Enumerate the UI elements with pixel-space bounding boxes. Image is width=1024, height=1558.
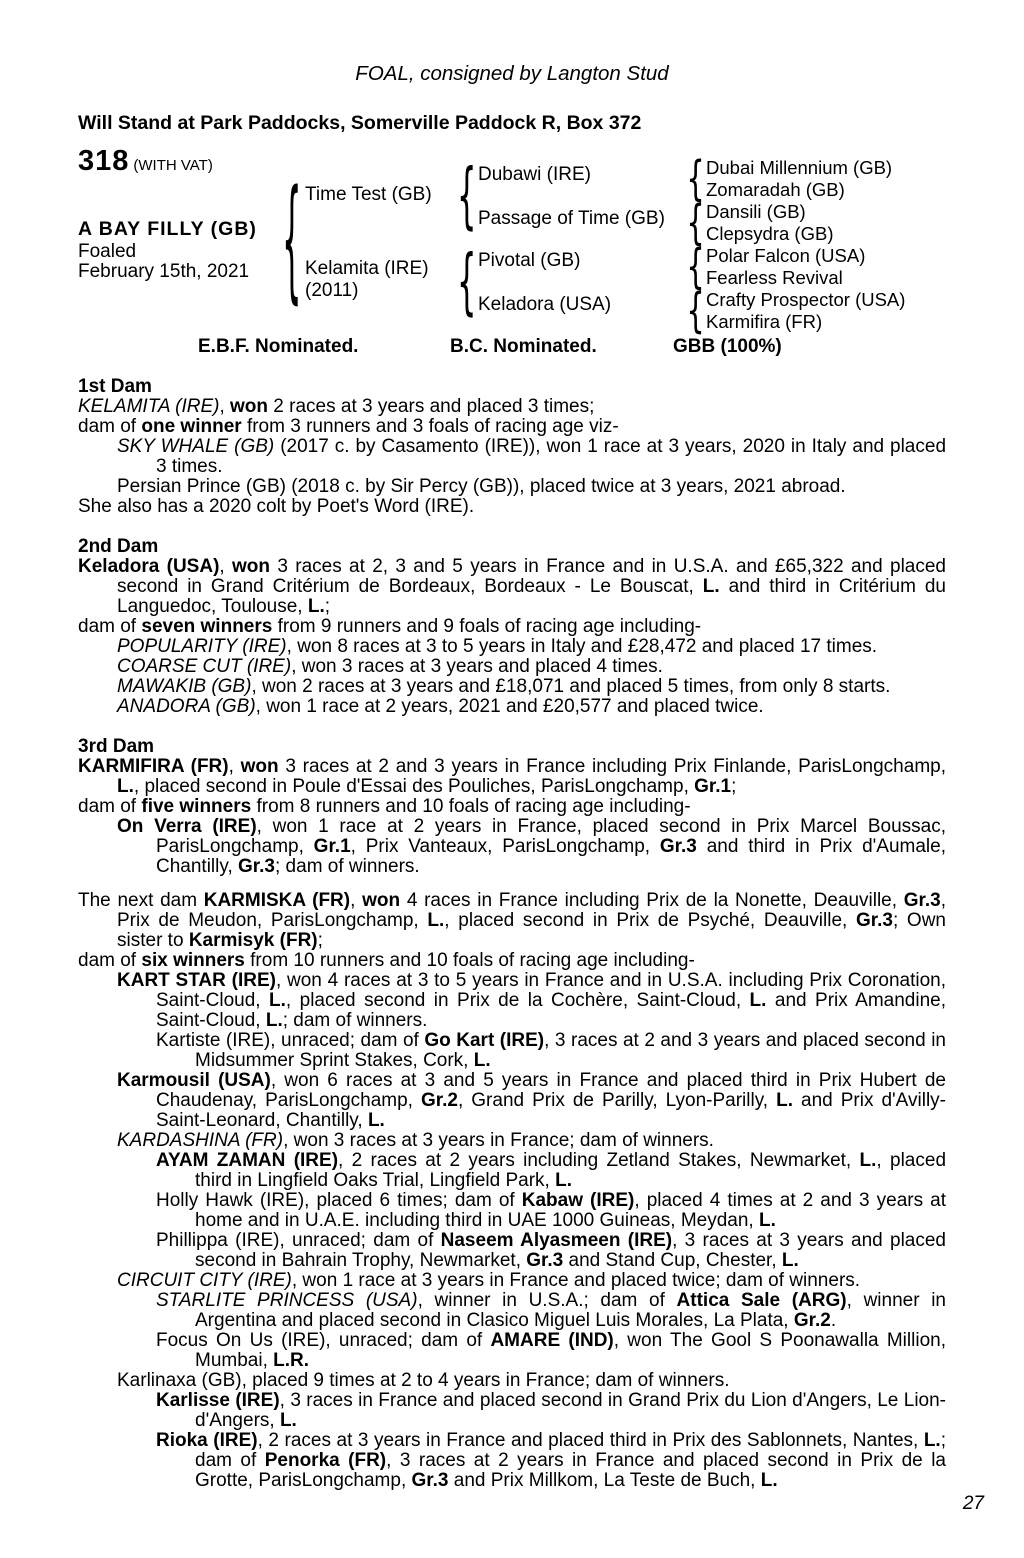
gen3-name-dansili: Dansili (GB) — [706, 201, 806, 222]
lot-number: 318 — [78, 145, 130, 177]
pedigree-block — [78, 147, 946, 337]
para-kartiste: Kartiste (IRE), unraced; dam of Go Kart (IRE), 3 races at 2 and 3 years and placed second in Midsummer Sprint Stakes, Cork, L. — [156, 1030, 947, 1071]
lot-line — [78, 145, 213, 177]
nominations-row — [78, 337, 946, 357]
stand-location-line: Will Stand at Park Paddocks, Somerville Paddock R, Box 372 — [78, 112, 642, 134]
gen2-name-dubawi: Dubawi (IRE) — [478, 164, 591, 185]
gen1-brace: { — [282, 166, 302, 318]
para-karmiska: The next dam KARMISKA (FR), won 4 races in France including Prix de la Nonette, Deauville, Gr.3, Prix de Meudon, ParisLongchamp, L., placed second in Prix de Psyché, Deauville, Gr.3; Own sister to Karmisyk (FR); — [78, 890, 946, 951]
para-ayam-zaman: AYAM ZAMAN (IRE), 2 races at 2 years including Zetland Stakes, Newmarket, L., placed third in Lingfield Oaks Trial, Lingfield Park, L. — [156, 1150, 947, 1191]
dam-year: (2011) — [305, 280, 359, 301]
para-kelamita: KELAMITA (IRE), won 2 races at 3 years and placed 3 times; — [78, 396, 595, 417]
gen3-brace-3: { — [686, 240, 705, 294]
para-dam-of-six-winners: dam of six winners from 10 runners and 10 foals of racing age including- — [78, 950, 695, 971]
gen3-name-polar-falcon: Polar Falcon (USA) — [706, 245, 866, 266]
horse-description: A BAY FILLY (GB) — [78, 218, 257, 240]
para-kardashina: KARDASHINA (FR), won 3 races at 3 years in France; dam of winners. — [117, 1130, 714, 1151]
para-focus-on-us: Focus On Us (IRE), unraced; dam of AMARE (IND), won The Gool S Poonawalla Million, Mumbai, L.R. — [156, 1330, 946, 1371]
gen3-brace-1: { — [686, 152, 705, 206]
para-dam-of-one-winner: dam of one winner from 3 runners and 3 foals of racing age viz- — [78, 416, 619, 437]
gen2-name-keladora: Keladora (USA) — [478, 294, 612, 315]
para-karlinaxa: Karlinaxa (GB), placed 9 times at 2 to 4 years in France; dam of winners. — [117, 1370, 730, 1391]
para-keladora: Keladora (USA), won 3 races at 2, 3 and 5 years in France and in U.S.A. and £65,322 and placed second in Grand Critérium de Bordeaux, Bordeaux - Le Bouscat, L. and third in Critérium du Languedoc, Toulouse, L.; — [78, 556, 946, 617]
gen2-name-passage-of-time: Passage of Time (GB) — [478, 208, 665, 229]
gen3-brace-4: { — [686, 284, 705, 338]
gen2-dam-brace: { — [457, 242, 477, 324]
para-holly-hawk: Holly Hawk (IRE), placed 6 times; dam of Kabaw (IRE), placed 4 times at 2 and 3 years at home and in U.A.E. including third in UAE 1000 Guineas, Meydan, L. — [156, 1190, 946, 1231]
heading-3rd-dam: 3rd Dam — [78, 736, 155, 757]
gen3-name-fearless-revival: Fearless Revival — [706, 267, 843, 288]
gen3-name-karmifira: Karmifira (FR) — [706, 311, 823, 332]
catalogue-text — [78, 377, 946, 1491]
bc-nominated-label: B.C. Nominated. — [450, 336, 597, 357]
para-sky-whale: SKY WHALE (GB) (2017 c. by Casamento (IRE)), won 1 race at 3 years, 2020 in Italy and placed 3 times. — [117, 436, 947, 477]
heading-1st-dam: 1st Dam — [78, 376, 152, 397]
gen2-name-pivotal: Pivotal (GB) — [478, 250, 581, 271]
para-starlite-princess: STARLITE PRINCESS (USA), winner in U.S.A.; dam of Attica Sale (ARG), winner in Argentina and placed second in Clasico Miguel Luis Morales, La Plata, Gr.2. — [156, 1290, 946, 1331]
para-persian-prince: Persian Prince (GB) (2018 c. by Sir Percy (GB)), placed twice at 3 years, 2021 abroad. — [117, 476, 846, 497]
para-on-verra: On Verra (IRE), won 1 race at 2 years in France, placed second in Prix Marcel Boussac, ParisLongchamp, Gr.1, Prix Vanteaux, ParisLongchamp, Gr.3 and third in Prix d'Aumale, Chantilly, Gr.3; dam of winners. — [117, 816, 946, 877]
para-circuit-city: CIRCUIT CITY (IRE), won 1 race at 3 years in France and placed twice; dam of winners. — [117, 1270, 861, 1291]
heading-2nd-dam: 2nd Dam — [78, 536, 159, 557]
vat-note: (WITH VAT) — [133, 157, 213, 174]
sire-name: Time Test (GB) — [305, 184, 432, 205]
ebf-nominated-label: E.B.F. Nominated. — [198, 336, 359, 357]
para-anadora: ANADORA (GB), won 1 race at 2 years, 2021 and £20,577 and placed twice. — [117, 696, 764, 717]
para-phillippa: Phillippa (IRE), unraced; dam of Naseem Alyasmeen (IRE), 3 races at 3 years and placed second in Bahrain Trophy, Newmarket, Gr.3 and Stand Cup, Chester, L. — [156, 1230, 946, 1271]
para-she-also: She also has a 2020 colt by Poet's Word (IRE). — [78, 496, 475, 517]
para-popularity: POPULARITY (IRE), won 8 races at 3 to 5 years in Italy and £28,472 and placed 17 times. — [117, 636, 878, 657]
foaled-date: February 15th, 2021 — [78, 261, 250, 282]
page-number: 27 — [962, 1493, 984, 1514]
foaled-label: Foaled — [78, 241, 137, 262]
consignor-title: FOAL, consigned by Langton Stud — [355, 62, 669, 85]
dam-name: Kelamita (IRE) — [305, 258, 429, 279]
para-karmifira: KARMIFIRA (FR), won 3 races at 2 and 3 years in France including Prix Finlande, ParisLongchamp, L., placed second in Poule d'Essai des Pouliches, ParisLongchamp, Gr.1; — [78, 756, 946, 797]
para-karmousil: Karmousil (USA), won 6 races at 3 and 5 years in France and placed third in Prix Hubert de Chaudenay, ParisLongchamp, Gr.2, Grand Prix de Parilly, Lyon-Parilly, L. and Prix d'Avilly-Saint-Leonard, Chantilly, L. — [117, 1070, 946, 1131]
gen3-name-crafty-prospector: Crafty Prospector (USA) — [706, 289, 906, 310]
page-content — [78, 0, 946, 1491]
para-mawakib: MAWAKIB (GB), won 2 races at 3 years and £18,071 and placed 5 times, from only 8 starts. — [117, 676, 891, 697]
gen3-name-zomaradah: Zomaradah (GB) — [706, 179, 845, 200]
gen3-name-dubai-millennium: Dubai Millennium (GB) — [706, 157, 893, 178]
gen3-brace-2: { — [686, 196, 705, 250]
gen3-name-clepsydra: Clepsydra (GB) — [706, 223, 834, 244]
para-coarse-cut: COARSE CUT (IRE), won 3 races at 3 years and placed 4 times. — [117, 656, 663, 677]
para-dam-of-five-winners: dam of five winners from 8 runners and 10 foals of racing age including- — [78, 796, 691, 817]
gbb-label: GBB (100%) — [673, 336, 782, 357]
para-dam-of-seven-winners: dam of seven winners from 9 runners and 9 foals of racing age including- — [78, 616, 702, 637]
para-karlisse: Karlisse (IRE), 3 races in France and placed second in Grand Prix du Lion d'Angers, Le Lion-d'Angers, L. — [156, 1390, 947, 1431]
para-rioka: Rioka (IRE), 2 races at 3 years in France and placed third in Prix des Sablonnets, Nantes, L.; dam of Penorka (FR), 3 races at 2 years in France and placed second in Prix de la Grotte, ParisLongchamp, Gr.3 and Prix Millkom, La Teste de Buch, L. — [156, 1430, 946, 1491]
gen2-sire-brace: { — [457, 156, 477, 238]
para-kart-star: KART STAR (IRE), won 4 races at 3 to 5 years in France and in U.S.A. including Prix Coronation, Saint-Cloud, L., placed second in Prix de la Cochère, Saint-Cloud, L. and Prix Amandine, Saint-Cloud, L.; dam of winners. — [117, 970, 946, 1031]
